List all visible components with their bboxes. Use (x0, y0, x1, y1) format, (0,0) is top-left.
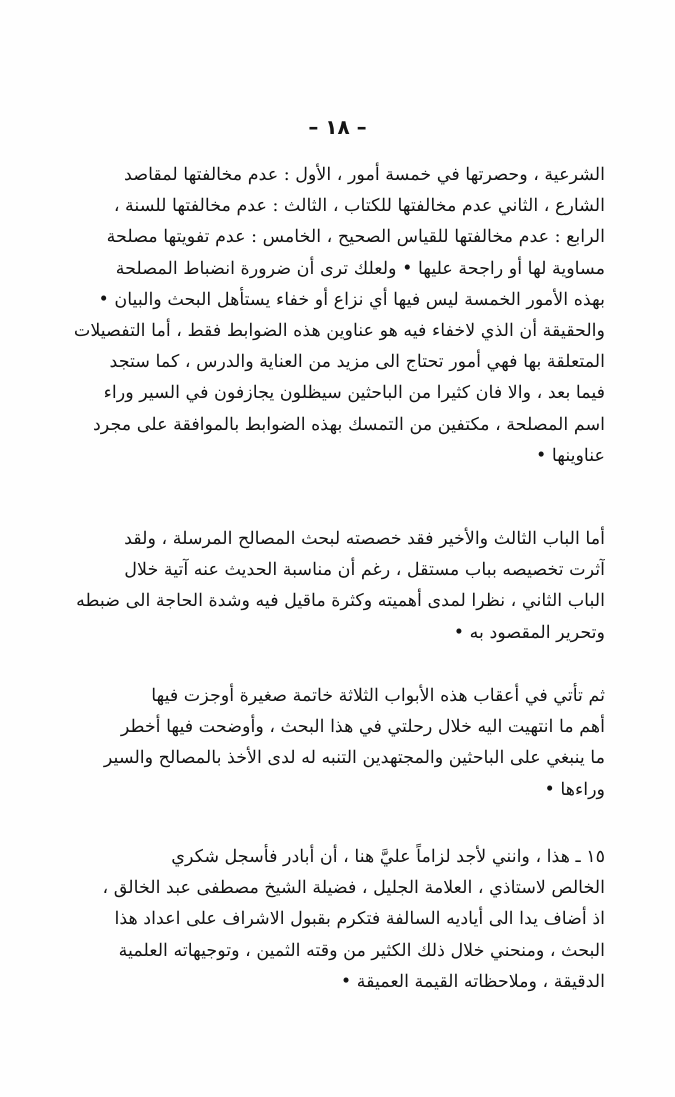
text-line: اسم المصلحة ، مكتفين من التمسك بهذه الضوابط بالموافقة على مجرد (93, 414, 605, 435)
paragraph-conclusion (69, 681, 605, 806)
text-line: الرابع : عدم مخالفتها للقياس الصحيح ، الخامس : عدم تفويتها مصلحة (106, 227, 605, 248)
paragraph-acknowledgement (69, 842, 605, 998)
text-line: بهذه الأمور الخمسة ليس فيها أي نزاع أو خفاء يستأهل البحث والبيان • (98, 289, 605, 310)
text-line: المتعلقة بها فهي أمور تحتاج الى مزيد من العناية والدرس ، كما ستجد (109, 352, 605, 373)
text-line: فيما بعد ، والا فان كثيرا من الباحثين سيظلون يجازفون في السير وراء (103, 383, 605, 404)
page-number: – ١٨ – (308, 115, 367, 139)
text-line: الشارع ، الثاني عدم مخالفتها للكتاب ، الثالث : عدم مخالفتها للسنة ، (113, 196, 605, 217)
text-line: آثرت تخصيصه بباب مستقل ، رغم أن مناسبة الحديث عنه آتية خلال (124, 560, 605, 581)
text-line: الشرعية ، وحصرتها في خمسة أمور ، الأول : عدم مخالفتها لمقاصد (124, 165, 605, 185)
text-line: الخالص لاستاذي ، العلامة الجليل ، فضيلة الشيخ مصطفى عبد الخالق ، (102, 878, 605, 899)
text-line: الدقيقة ، وملاحظاته القيمة العميقة • (340, 971, 605, 992)
text-line: ما ينبغي على الباحثين والمجتهدين التنبه له لدى الأخذ بالمصالح والسير (103, 748, 605, 769)
text-line: أهم ما انتهيت اليه خلال رحلتي في هذا البحث ، وأوضحت فيها أخطر (120, 717, 605, 738)
text-line: والحقيقة أن الذي لاخفاء فيه هو عناوين هذه الضوابط فقط ، أما التفصيلات (73, 321, 605, 342)
text-line: ١٥ ـ هذا ، وانني لأجد لزاماً عليَّ هنا ، أن أبادر فأسجل شكري (171, 847, 605, 867)
text-line: ثم تأتي في أعقاب هذه الأبواب الثلاثة خاتمة صغيرة أوجزت فيها (151, 686, 605, 706)
text-line: وراءها • (544, 779, 605, 800)
text-line: عناوينها • (536, 445, 605, 466)
text-line: الباب الثاني ، نظرا لمدى أهميته وكثرة ماقيل فيه وشدة الحاجة الى ضبطه (76, 591, 605, 612)
text-line: وتحرير المقصود به • (453, 622, 605, 643)
text-line: البحث ، ومنحني خلال ذلك الكثير من وقته الثمين ، وتوجيهاته العلمية (118, 940, 605, 961)
text-line: مساوية لها أو راجحة عليها • ولعلك ترى أن ضرورة انضباط المصلحة (115, 258, 605, 279)
paragraph-third-chapter (69, 524, 605, 649)
paragraph-conditions-of-maslaha (69, 160, 605, 472)
text-line: اذ أضاف يدا الى أياديه السالفة فتكرم بقبول الاشراف على اعداد هذا (114, 909, 605, 930)
text-line: أما الباب الثالث والأخير فقد خصصته لبحث المصالح المرسلة ، ولقد (124, 529, 605, 549)
